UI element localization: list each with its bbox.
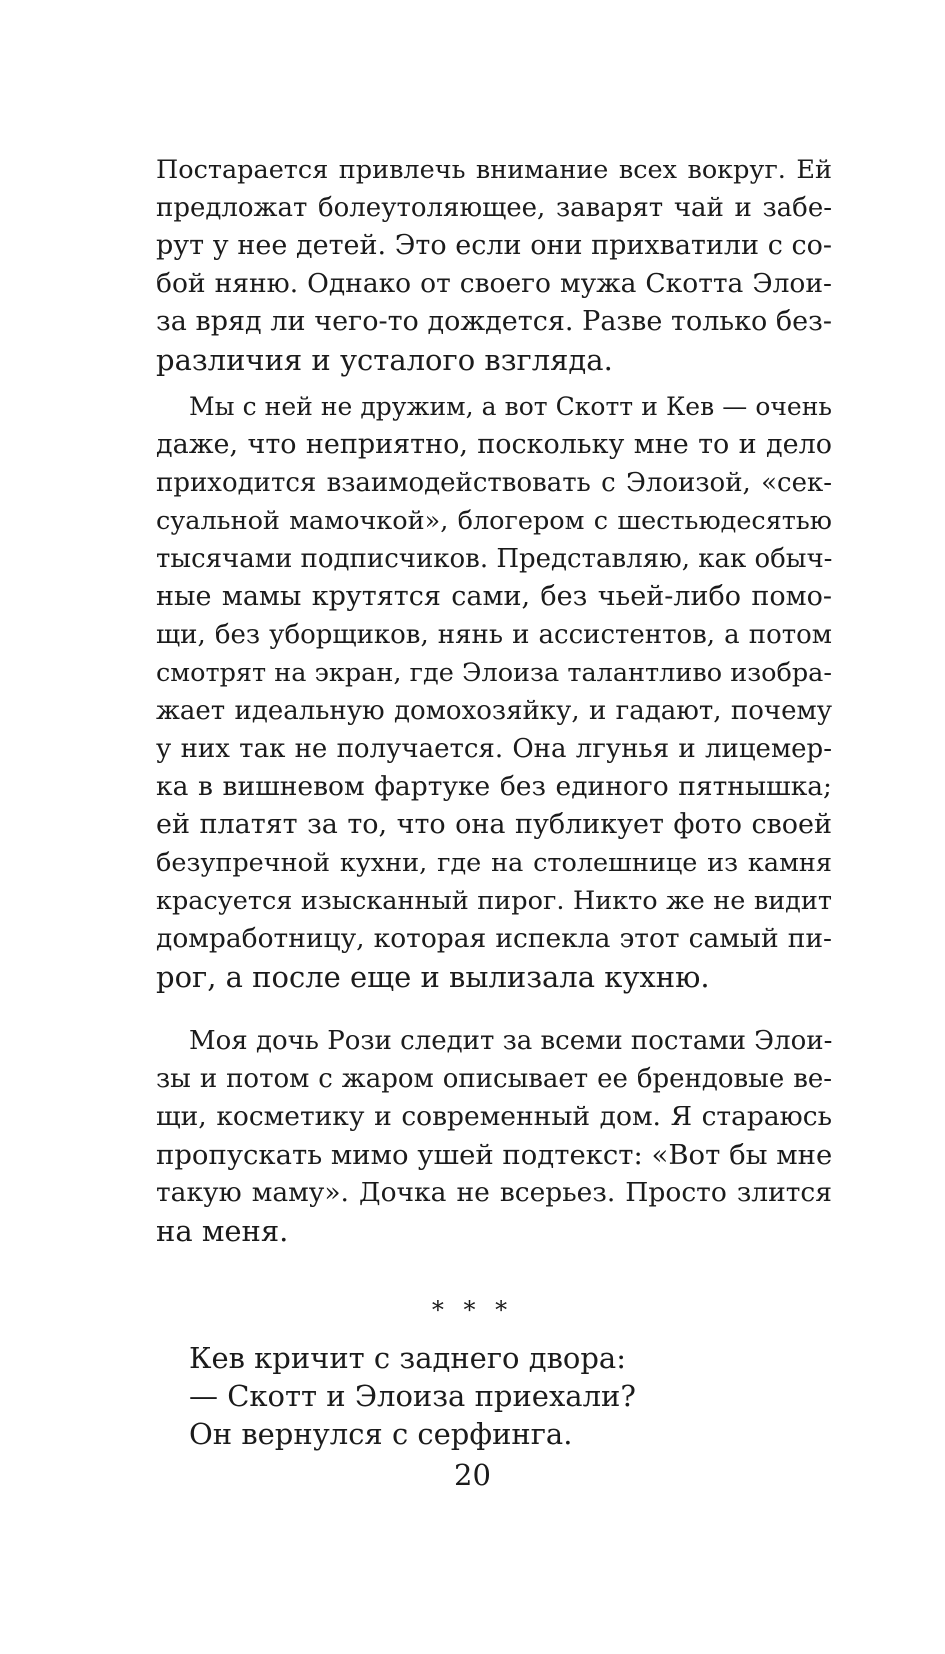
paragraph-1 [156,151,832,379]
paragraph-line: приходится взаимодействовать с Элоизой, «сек- [156,468,832,498]
paragraph-line: жает идеальную домохозяйку, и гадают, почему [156,696,832,726]
paragraph-line: ей платят за то, что она публикует фото своей [156,809,832,840]
paragraph-line: Постарается привлечь внимание всех вокруг. Ей [156,155,832,185]
paragraph-line: ные мамы крутятся сами, без чьей-либо помо- [156,581,832,612]
paragraph-line: рут у нее детей. Это если они прихватили с со- [156,230,832,261]
paragraph-line: пропускать мимо ушей подтекст: «Вот бы мне [156,1139,832,1171]
paragraph-line: на меня. [156,1214,289,1248]
section-separator: * * * [431,1296,514,1324]
paragraph-line: красуется изысканный пирог. Никто же не видит [156,886,832,916]
dialog-block [156,1339,832,1453]
paragraph-line: такую маму». Дочка не всерьез. Просто злится [156,1177,832,1208]
page-number: 20 [454,1458,491,1492]
paragraph-line: за вряд ли чего-то дождется. Разве только без- [156,306,832,337]
paragraph-line: различия и усталого взгляда. [156,343,613,377]
paragraph-line: бой няню. Однако от своего мужа Скотта Элои- [156,268,832,299]
paragraph-line: предложат болеутоляющее, заварят чай и забе- [156,193,832,223]
paragraph-line: тысячами подписчиков. Представляю, как обыч- [156,544,832,574]
paragraph-line: у них так не получается. Она лгунья и лицемер- [156,734,832,764]
paragraph-line: суальной мамочкой», блогером с шестьюдесятью [156,506,832,536]
paragraph-line: зы и потом с жаром описывает ее брендовые ве- [156,1064,832,1094]
paragraph-line: безупречной кухни, где на столешнице из камня [156,848,832,878]
paragraph-2 [156,388,832,996]
paragraph-line: ка в вишневом фартуке без единого пятнышка; [156,771,832,802]
paragraph-line: рог, а после еще и вылизала кухню. [156,960,710,994]
paragraph-line: даже, что неприятно, поскольку мне то и дело [156,429,832,460]
paragraph-line: щи, без уборщиков, нянь и ассистентов, а потом [156,620,832,650]
paragraph-line: Моя дочь Рози следит за всеми постами Элои- [189,1026,832,1056]
paragraph-line: Мы с ней не дружим, а вот Скотт и Кев — очень [189,392,832,421]
paragraph-line: смотрят на экран, где Элоиза талантливо изобра- [156,658,832,688]
dialog-line: Кев кричит с заднего двора: [189,1341,626,1375]
dialog-line: Он вернулся с серфинга. [189,1417,573,1451]
dialog-line: — Скотт и Элоиза приехали? [189,1379,636,1413]
paragraph-line: домработницу, которая испекла этот самый пи- [156,923,832,954]
paragraph-3 [156,1022,832,1250]
paragraph-line: щи, косметику и современный дом. Я стараюсь [156,1101,832,1132]
